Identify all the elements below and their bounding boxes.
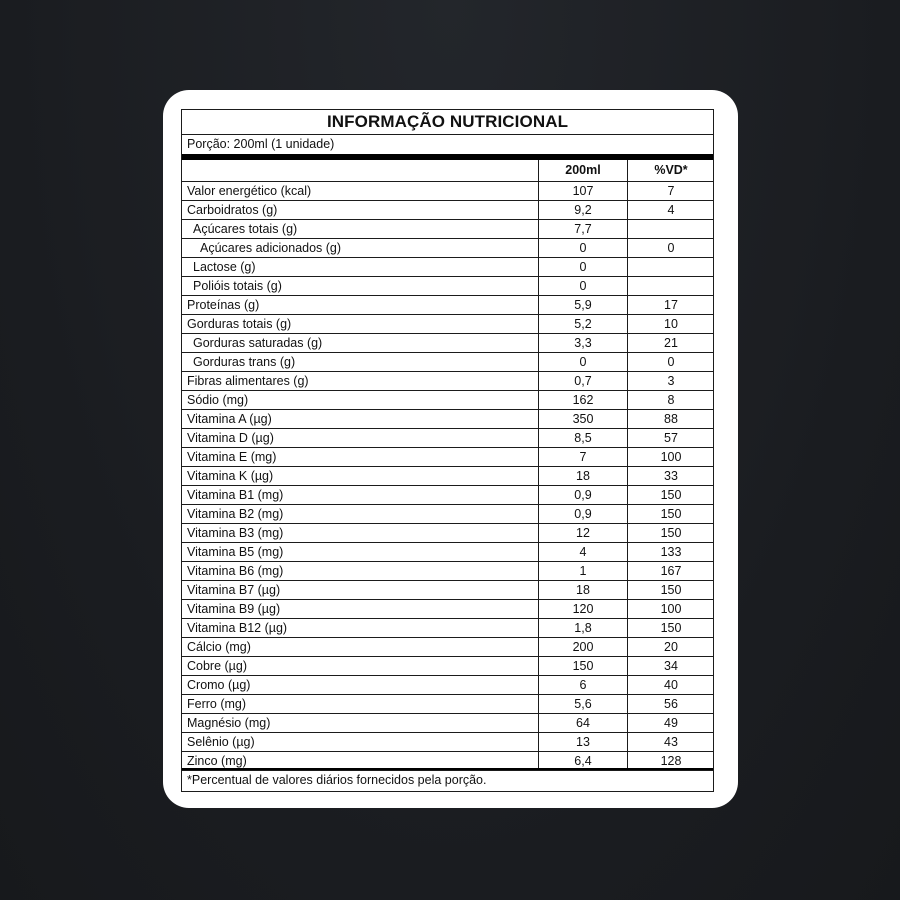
nutrient-amount: 0,9: [574, 488, 592, 502]
nutrient-row: [182, 581, 713, 600]
nutrient-row: [182, 239, 713, 258]
nutrient-amount: 0: [579, 260, 587, 274]
nutrient-amount: 9,2: [574, 203, 592, 217]
nutrient-amount: 7: [579, 450, 587, 464]
nutrient-name: Vitamina B1 (mg): [187, 488, 284, 502]
nutrient-row: [182, 372, 713, 391]
nutrient-name: Vitamina B3 (mg): [187, 526, 284, 540]
nutrient-name: Cromo (µg): [187, 678, 251, 692]
nutrient-amount: 107: [572, 184, 594, 198]
nutrient-name: Cálcio (mg): [187, 640, 251, 654]
nutrient-row: [182, 733, 713, 752]
nutrient-name: Proteínas (g): [187, 298, 260, 312]
nutrient-daily-value: 150: [660, 526, 682, 540]
column-header-amount: 200ml: [565, 163, 601, 177]
nutrient-row: [182, 695, 713, 714]
nutrient-daily-value: 0: [667, 355, 675, 369]
nutrient-daily-value: 56: [664, 697, 678, 711]
nutrient-amount: 4: [579, 545, 587, 559]
label-title: INFORMAÇÃO NUTRICIONAL: [326, 112, 569, 131]
nutrient-amount: 8,5: [574, 431, 592, 445]
nutrient-daily-value: 3: [667, 374, 675, 388]
nutrient-row: [182, 562, 713, 581]
nutrient-daily-value: 4: [667, 203, 675, 217]
nutrient-row: [182, 657, 713, 676]
nutrient-name: Gorduras saturadas (g): [193, 336, 323, 350]
nutrient-name: Açúcares adicionados (g): [200, 241, 342, 255]
nutrient-daily-value: 0: [667, 241, 675, 255]
nutrient-amount: 0,9: [574, 507, 592, 521]
nutrient-name: Vitamina B6 (mg): [187, 564, 284, 578]
nutrient-daily-value: 100: [660, 450, 682, 464]
nutrient-amount: 150: [572, 659, 594, 673]
nutrient-daily-value: 21: [664, 336, 678, 350]
nutrient-name: Vitamina B9 (µg): [187, 602, 281, 616]
nutrient-daily-value: 150: [660, 488, 682, 502]
nutrient-daily-value: 150: [660, 583, 682, 597]
nutrient-daily-value: 100: [660, 602, 682, 616]
nutrient-row: [182, 410, 713, 429]
nutrient-daily-value: 57: [664, 431, 678, 445]
nutrient-amount: 3,3: [574, 336, 592, 350]
nutrient-row: [182, 505, 713, 524]
nutrient-name: Vitamina E (mg): [187, 450, 277, 464]
nutrient-name: Vitamina B7 (µg): [187, 583, 281, 597]
nutrient-row: [182, 277, 713, 296]
nutrient-name: Fibras alimentares (g): [187, 374, 309, 388]
nutrient-amount: 18: [576, 583, 590, 597]
nutrient-daily-value: 150: [660, 507, 682, 521]
nutrient-amount: 13: [576, 735, 590, 749]
nutrient-name: Açúcares totais (g): [193, 222, 298, 236]
nutrient-daily-value: 7: [667, 184, 675, 198]
nutrient-daily-value: 17: [664, 298, 678, 312]
nutrient-amount: 162: [572, 393, 594, 407]
column-header-daily-value: %VD*: [654, 163, 688, 177]
nutrient-daily-value: 10: [664, 317, 678, 331]
nutrient-name: Selênio (µg): [187, 735, 255, 749]
nutrient-amount: 6,4: [574, 754, 592, 768]
nutrient-amount: 12: [576, 526, 590, 540]
nutrient-amount: 120: [572, 602, 594, 616]
nutrient-daily-value: 33: [664, 469, 678, 483]
nutrient-name: Gorduras trans (g): [193, 355, 296, 369]
bottom-thick-divider: [182, 768, 713, 770]
nutrient-name: Valor energético (kcal): [187, 184, 312, 198]
nutrient-row: [182, 600, 713, 619]
nutrient-amount: 1,8: [574, 621, 592, 635]
nutrient-amount: 0: [579, 241, 587, 255]
nutrient-name: Cobre (µg): [187, 659, 247, 673]
nutrient-name: Vitamina K (µg): [187, 469, 274, 483]
nutrient-row: [182, 448, 713, 467]
nutrient-amount: 5,9: [574, 298, 592, 312]
nutrient-daily-value: 167: [660, 564, 682, 578]
nutrient-row: [182, 353, 713, 372]
nutrient-daily-value: 8: [667, 393, 675, 407]
column-header-row: [182, 160, 713, 182]
nutrient-amount: 0: [579, 279, 587, 293]
nutrient-name: Vitamina D (µg): [187, 431, 274, 445]
nutrient-name: Gorduras totais (g): [187, 317, 292, 331]
nutrient-amount: 64: [576, 716, 590, 730]
nutrient-name: Ferro (mg): [187, 697, 247, 711]
nutrient-daily-value: 40: [664, 678, 678, 692]
nutrient-name: Vitamina B5 (mg): [187, 545, 284, 559]
nutrient-daily-value: 43: [664, 735, 678, 749]
nutrient-amount: 350: [572, 412, 594, 426]
nutrient-daily-value: 49: [664, 716, 678, 730]
nutrient-row: [182, 467, 713, 486]
nutrient-row: [182, 714, 713, 733]
serving-size: Porção: 200ml (1 unidade): [182, 134, 713, 154]
nutrient-name: Vitamina A (µg): [187, 412, 272, 426]
nutrient-name: Carboidratos (g): [187, 203, 278, 217]
nutrient-daily-value: 34: [664, 659, 678, 673]
nutrient-amount: 6: [579, 678, 587, 692]
nutrient-name: Lactose (g): [193, 260, 256, 274]
nutrient-amount: 1: [579, 564, 587, 578]
nutrient-row: [182, 543, 713, 562]
nutrient-daily-value: 150: [660, 621, 682, 635]
nutrient-amount: 18: [576, 469, 590, 483]
nutrient-amount: 7,7: [574, 222, 592, 236]
nutrient-name: Sódio (mg): [187, 393, 249, 407]
nutrient-name: Polióis totais (g): [193, 279, 282, 293]
nutrient-name: Vitamina B12 (µg): [187, 621, 288, 635]
nutrient-row: [182, 315, 713, 334]
nutrient-daily-value: 128: [660, 754, 682, 768]
nutrient-name: Vitamina B2 (mg): [187, 507, 284, 521]
nutrient-daily-value: 20: [664, 640, 678, 654]
nutrient-name: Magnésio (mg): [187, 716, 271, 730]
nutrient-amount: 5,2: [574, 317, 592, 331]
nutrient-row: [182, 486, 713, 505]
nutrient-row: [182, 334, 713, 353]
nutrient-row: [182, 429, 713, 448]
nutrition-facts-table: [181, 109, 714, 792]
nutrient-daily-value: 133: [660, 545, 682, 559]
footnote: *Percentual de valores diários fornecidos pela porção.: [187, 773, 487, 787]
nutrient-amount: 0: [579, 355, 587, 369]
nutrient-row: [182, 524, 713, 543]
nutrient-amount: 5,6: [574, 697, 592, 711]
nutrient-rows: [182, 182, 713, 771]
nutrient-row: [182, 258, 713, 277]
nutrient-row: [182, 638, 713, 657]
nutrient-row: [182, 201, 713, 220]
nutrient-row: [182, 619, 713, 638]
nutrient-row: [182, 676, 713, 695]
nutrient-row: [182, 296, 713, 315]
nutrient-row: [182, 220, 713, 239]
nutrient-amount: 0,7: [574, 374, 592, 388]
nutrient-amount: 200: [572, 640, 594, 654]
nutrient-row: [182, 182, 713, 201]
nutrient-daily-value: 88: [664, 412, 678, 426]
nutrient-row: [182, 391, 713, 410]
nutrient-name: Zinco (mg): [187, 754, 247, 768]
